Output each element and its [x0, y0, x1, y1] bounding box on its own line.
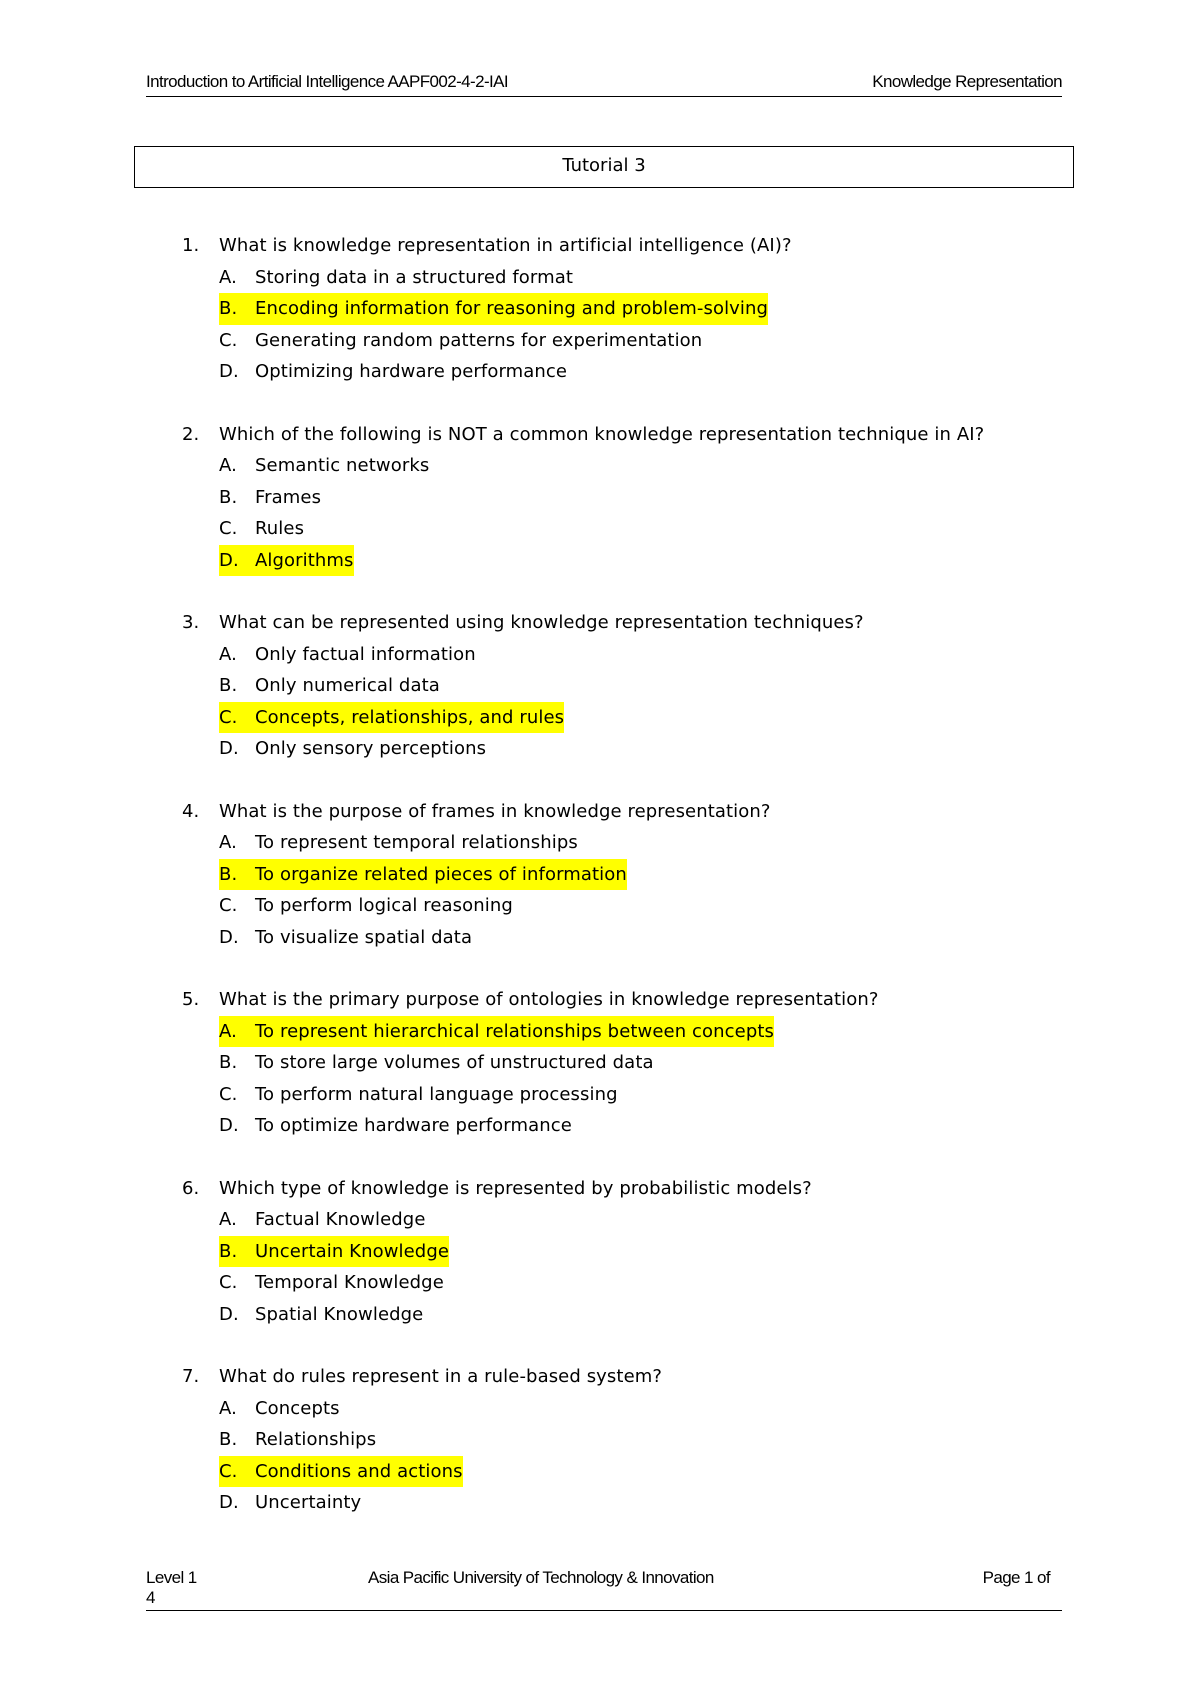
option-text: To represent temporal relationships — [255, 832, 578, 853]
question-item — [0, 607, 1200, 765]
option-content — [219, 513, 304, 545]
tutorial-title-box — [134, 146, 1074, 188]
option-text: To optimize hardware performance — [255, 1115, 572, 1136]
option-content — [219, 356, 567, 388]
option-content — [219, 922, 472, 954]
option-content — [219, 1267, 444, 1299]
question-line — [0, 1361, 1200, 1393]
answer-option-highlighted — [0, 293, 1200, 325]
answer-option — [0, 1110, 1200, 1142]
option-text: Concepts, relationships, and rules — [255, 706, 565, 728]
answer-option — [0, 827, 1200, 859]
option-content — [219, 827, 578, 859]
question-number: 7. — [182, 1366, 200, 1387]
option-content — [219, 1456, 463, 1488]
option-text: Factual Knowledge — [255, 1209, 426, 1230]
option-letter: C. — [219, 1460, 238, 1482]
option-text: Generating random patterns for experimentation — [255, 329, 703, 351]
answer-option — [0, 262, 1200, 294]
option-text: Rules — [255, 518, 305, 539]
question-item — [0, 230, 1200, 388]
option-letter: A. — [219, 643, 237, 665]
option-text: Concepts — [255, 1397, 340, 1419]
question-line — [0, 1173, 1200, 1205]
option-letter: A. — [219, 1209, 237, 1230]
option-text: Uncertainty — [255, 1492, 362, 1513]
option-letter: D. — [219, 361, 239, 382]
answer-option — [0, 890, 1200, 922]
option-letter: D. — [219, 549, 239, 571]
option-content — [219, 1204, 426, 1236]
option-text: Optimizing hardware performance — [255, 361, 568, 382]
page-header — [146, 70, 1062, 97]
question-number: 5. — [182, 989, 200, 1010]
option-content — [219, 1393, 340, 1425]
option-content — [219, 1016, 774, 1048]
option-content — [219, 1487, 361, 1519]
answer-option — [0, 670, 1200, 702]
option-content — [219, 1424, 376, 1456]
answer-option — [0, 922, 1200, 954]
option-text: Only numerical data — [255, 675, 440, 696]
option-text: Algorithms — [255, 549, 354, 571]
question-line — [0, 230, 1200, 262]
footer-page-total: 4 — [146, 1588, 155, 1607]
option-text: Only factual information — [255, 643, 476, 665]
option-text: To visualize spatial data — [255, 926, 473, 948]
answer-option-highlighted — [0, 702, 1200, 734]
option-text: Storing data in a structured format — [255, 266, 573, 288]
option-content — [219, 733, 486, 765]
answer-option — [0, 1487, 1200, 1519]
option-content — [219, 1110, 572, 1142]
tutorial-title: Tutorial 3 — [562, 155, 646, 176]
option-letter: B. — [219, 675, 238, 696]
option-content — [219, 639, 476, 671]
answer-option — [0, 1204, 1200, 1236]
option-content — [219, 325, 702, 357]
answer-option — [0, 513, 1200, 545]
option-letter: B. — [219, 298, 238, 319]
question-line — [0, 984, 1200, 1016]
option-letter: C. — [219, 329, 238, 351]
question-line — [0, 796, 1200, 828]
option-text: Only sensory perceptions — [255, 738, 487, 759]
option-letter: D. — [219, 1115, 239, 1136]
option-content — [219, 859, 627, 891]
answer-option — [0, 733, 1200, 765]
option-text: Temporal Knowledge — [255, 1272, 444, 1293]
answer-option — [0, 1267, 1200, 1299]
option-letter: A. — [219, 455, 237, 476]
option-text: To organize related pieces of information — [255, 863, 627, 885]
answer-option — [0, 356, 1200, 388]
option-text: To represent hierarchical relationships between concepts — [255, 1020, 774, 1042]
question-number: 4. — [182, 800, 200, 822]
option-letter: C. — [219, 518, 238, 539]
option-text: To perform natural language processing — [255, 1083, 618, 1105]
answer-option-highlighted — [0, 859, 1200, 891]
option-letter: C. — [219, 1272, 238, 1293]
question-text: What can be represented using knowledge representation techniques? — [219, 612, 864, 633]
question-list — [0, 230, 1200, 1550]
question-line — [0, 607, 1200, 639]
option-letter: B. — [219, 863, 238, 885]
option-content — [219, 545, 354, 577]
option-letter: C. — [219, 1083, 238, 1105]
option-letter: B. — [219, 1052, 238, 1073]
answer-option-highlighted — [0, 1016, 1200, 1048]
option-text: Uncertain Knowledge — [255, 1240, 450, 1262]
option-letter: C. — [219, 895, 238, 916]
question-text: Which type of knowledge is represented by probabilistic models? — [219, 1177, 812, 1199]
option-content — [219, 890, 513, 922]
option-content — [219, 262, 573, 294]
answer-option — [0, 482, 1200, 514]
answer-option — [0, 1079, 1200, 1111]
question-item — [0, 796, 1200, 954]
question-number: 1. — [182, 235, 200, 256]
option-content — [219, 1236, 449, 1268]
option-letter: A. — [219, 1397, 237, 1419]
option-text: Semantic networks — [255, 455, 430, 476]
question-item — [0, 1173, 1200, 1331]
answer-option-highlighted — [0, 1456, 1200, 1488]
footer-level: Level 1 — [146, 1568, 197, 1587]
answer-option — [0, 1424, 1200, 1456]
question-text: Which of the following is NOT a common knowledge representation technique in AI? — [219, 423, 985, 445]
question-item — [0, 1361, 1200, 1519]
option-content — [219, 1299, 423, 1331]
option-letter: A. — [219, 266, 237, 288]
question-text: What do rules represent in a rule-based system? — [219, 1366, 663, 1387]
option-content — [219, 670, 440, 702]
question-number: 3. — [182, 612, 200, 633]
question-text: What is the purpose of frames in knowledge representation? — [219, 800, 771, 822]
footer-university: Asia Pacific University of Technology & Innovation — [368, 1568, 714, 1587]
option-content — [219, 1079, 618, 1111]
question-number: 2. — [182, 423, 200, 445]
option-content — [219, 450, 429, 482]
option-text: Relationships — [255, 1429, 377, 1450]
option-content — [219, 293, 768, 325]
option-content — [219, 702, 564, 734]
option-text: Spatial Knowledge — [255, 1303, 424, 1325]
question-text: What is knowledge representation in artificial intelligence (AI)? — [219, 235, 792, 256]
answer-option — [0, 1393, 1200, 1425]
option-text: Conditions and actions — [255, 1460, 463, 1482]
question-text: What is the primary purpose of ontologies in knowledge representation? — [219, 989, 879, 1010]
option-text: Frames — [255, 486, 322, 508]
answer-option — [0, 325, 1200, 357]
option-letter: D. — [219, 1303, 239, 1325]
option-letter: D. — [219, 1492, 239, 1513]
header-course-title: Introduction to Artificial Intelligence AAPF002-4-2-IAI — [146, 72, 508, 91]
answer-option-highlighted — [0, 545, 1200, 577]
option-content — [219, 482, 321, 514]
option-letter: A. — [219, 1020, 237, 1042]
option-letter: D. — [219, 926, 239, 948]
option-content — [219, 1047, 654, 1079]
option-letter: B. — [219, 1240, 238, 1262]
answer-option — [0, 639, 1200, 671]
question-line — [0, 419, 1200, 451]
answer-option — [0, 1299, 1200, 1331]
option-text: To perform logical reasoning — [255, 895, 513, 916]
option-letter: A. — [219, 832, 237, 853]
option-letter: B. — [219, 486, 238, 508]
option-letter: B. — [219, 1429, 238, 1450]
answer-option-highlighted — [0, 1236, 1200, 1268]
question-item — [0, 419, 1200, 577]
footer-page-number: Page 1 of — [982, 1568, 1050, 1587]
question-item — [0, 984, 1200, 1142]
option-text: To store large volumes of unstructured data — [255, 1052, 654, 1073]
answer-option — [0, 450, 1200, 482]
header-topic: Knowledge Representation — [872, 72, 1062, 91]
question-number: 6. — [182, 1177, 200, 1199]
page-footer — [146, 1568, 1062, 1611]
option-letter: D. — [219, 738, 239, 759]
answer-option — [0, 1047, 1200, 1079]
option-text: Encoding information for reasoning and problem-solving — [255, 298, 769, 319]
option-letter: C. — [219, 706, 238, 728]
